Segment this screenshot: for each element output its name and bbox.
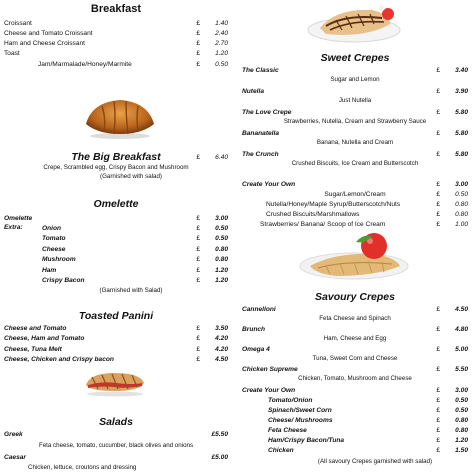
omelette-extra: Crispy Bacon £ 1.20 — [42, 277, 228, 284]
omelette-base: Omelette £ 3.00 — [4, 215, 228, 222]
breakfast-heading: Breakfast — [90, 3, 142, 15]
savoury-crepe-item: Omega 4 £ 5.00 — [242, 346, 468, 353]
omelette-extra: Ham £ 1.20 — [42, 267, 228, 274]
salad-item: Greek £5.50 — [4, 431, 228, 438]
savoury-create-own: Create Your Own £ 3.00 — [242, 387, 468, 394]
breakfast-item: Ham and Cheese Croissant £ 2.70 — [4, 40, 228, 47]
savoury-own-option: Cheese/ Mushrooms £ 0.80 — [268, 417, 468, 424]
savoury-own-option: Chicken £ 1.50 — [268, 447, 468, 454]
omelette-extra: Mushroom £ 0.80 — [42, 256, 228, 263]
sweet-crepe-desc: Just Nutella — [338, 97, 372, 104]
breakfast-item: Jam/Marmalade/Honey/Marmite £ 0.50 — [38, 61, 228, 68]
sweet-create-own: Create Your Own £ 3.00 — [242, 181, 468, 188]
big-breakfast-heading: The Big Breakfast — [71, 151, 161, 163]
panini-item: Cheese, Tuna Melt £ 4.20 — [4, 346, 228, 353]
savoury-own-option: Tomato/Onion £ 0.50 — [268, 397, 468, 404]
sweet-crepes-heading: Sweet Crepes — [320, 52, 390, 64]
omelette-heading: Omelette — [93, 198, 139, 210]
omelette-extra: Onion £ 0.50 — [42, 225, 228, 232]
big-breakfast-note: (Garnished with salad) — [100, 173, 162, 180]
sweet-crepe-item: Bananatella £ 5.80 — [242, 130, 468, 137]
breakfast-item: Toast £ 1.20 — [4, 50, 228, 57]
sweet-own-option: Nutella/Honey/Maple Syrup/Butterscotch/Nuts £ 0.80 — [266, 201, 468, 208]
savoury-own-option: Spinach/Sweet Corn £ 0.50 — [268, 407, 468, 414]
sweet-crepe-item: Nutella £ 3.90 — [242, 88, 468, 95]
omelette-extra-label: Extra: — [4, 224, 23, 231]
savoury-own-option: Ham/Crispy Bacon/Tuna £ 1.20 — [268, 437, 468, 444]
sweet-own-option: Crushed Biscuits/Marshmallows £ 0.80 — [266, 211, 468, 218]
sweet-crepe-item: The Classic £ 3.40 — [242, 67, 468, 74]
savoury-own-option: Feta Cheese £ 0.80 — [268, 427, 468, 434]
omelette-note: (Garnished with Salad) — [99, 287, 163, 294]
sweet-crepe-desc: Sugar and Lemon — [330, 76, 380, 83]
savoury-crepe-desc: Ham, Cheese and Egg — [323, 335, 387, 342]
panini-heading: Toasted Panini — [78, 310, 154, 322]
panini-item: Cheese and Tomato £ 3.50 — [4, 325, 228, 332]
sweet-crepe-photo — [306, 0, 402, 44]
savoury-crepe-item: Brunch £ 4.80 — [242, 326, 468, 333]
salad-desc: Feta cheese, tomato, cucumber, black olives and onions — [38, 442, 194, 449]
savoury-crepe-desc: Feta Cheese and Spinach — [319, 315, 391, 322]
sweet-crepe-desc: Banana, Nutella and Cream — [316, 139, 394, 146]
breakfast-item: Croissant £ 1.40 — [4, 20, 228, 27]
panini-item: Cheese, Chicken and Crispy bacon £ 4.50 — [4, 356, 228, 363]
savoury-crepes-heading: Savoury Crepes — [315, 291, 395, 303]
salad-item: Caesar £5.00 — [4, 454, 228, 461]
big-breakfast-price: £ 6.40 — [196, 154, 228, 161]
sweet-crepe-desc: Crushed Biscuits, Ice Cream and Butterscotch — [291, 160, 419, 167]
sweet-own-option: Sugar/Lemon/Cream £ 0.50 — [324, 191, 468, 198]
savoury-crepe-desc: Chicken, Tomato, Mushroom and Cheese — [298, 375, 412, 382]
croissant-photo — [82, 92, 158, 140]
sweet-crepe-item: The Crunch £ 5.80 — [242, 151, 468, 158]
salad-desc: Chicken, lettuce, croutons and dressing — [28, 464, 137, 471]
savoury-crepe-desc: Tuna, Sweet Corn and Cheese — [312, 355, 398, 362]
sweet-crepe-item: The Love Crepe £ 5.80 — [242, 109, 468, 116]
big-breakfast-desc: Crepe, Scrambled egg, Crispy Bacon and Mushroom — [43, 164, 189, 171]
breakfast-item: Cheese and Tomato Croissant £ 2.40 — [4, 30, 228, 37]
panini-item: Cheese, Ham and Tomato £ 4.20 — [4, 335, 228, 342]
savoury-crepe-item: Chicken Supreme £ 5.50 — [242, 366, 468, 373]
sweet-own-option: Strawberries/ Banana/ Scoop of Ice Cream £ 1.00 — [260, 221, 468, 228]
sweet-crepe-desc: Strawberries, Nutella, Cream and Strawberry Sauce — [283, 118, 427, 125]
salads-heading: Salads — [99, 416, 133, 428]
savoury-crepe-item: Cannelloni £ 4.50 — [242, 306, 468, 313]
panini-photo — [82, 369, 148, 397]
omelette-extra: Tomato £ 0.50 — [42, 235, 228, 242]
omelette-extra: Cheese £ 0.80 — [42, 246, 228, 253]
savoury-crepe-photo — [296, 230, 412, 282]
savoury-crepes-note: (All savoury Crepes garnished with salad) — [317, 458, 433, 465]
